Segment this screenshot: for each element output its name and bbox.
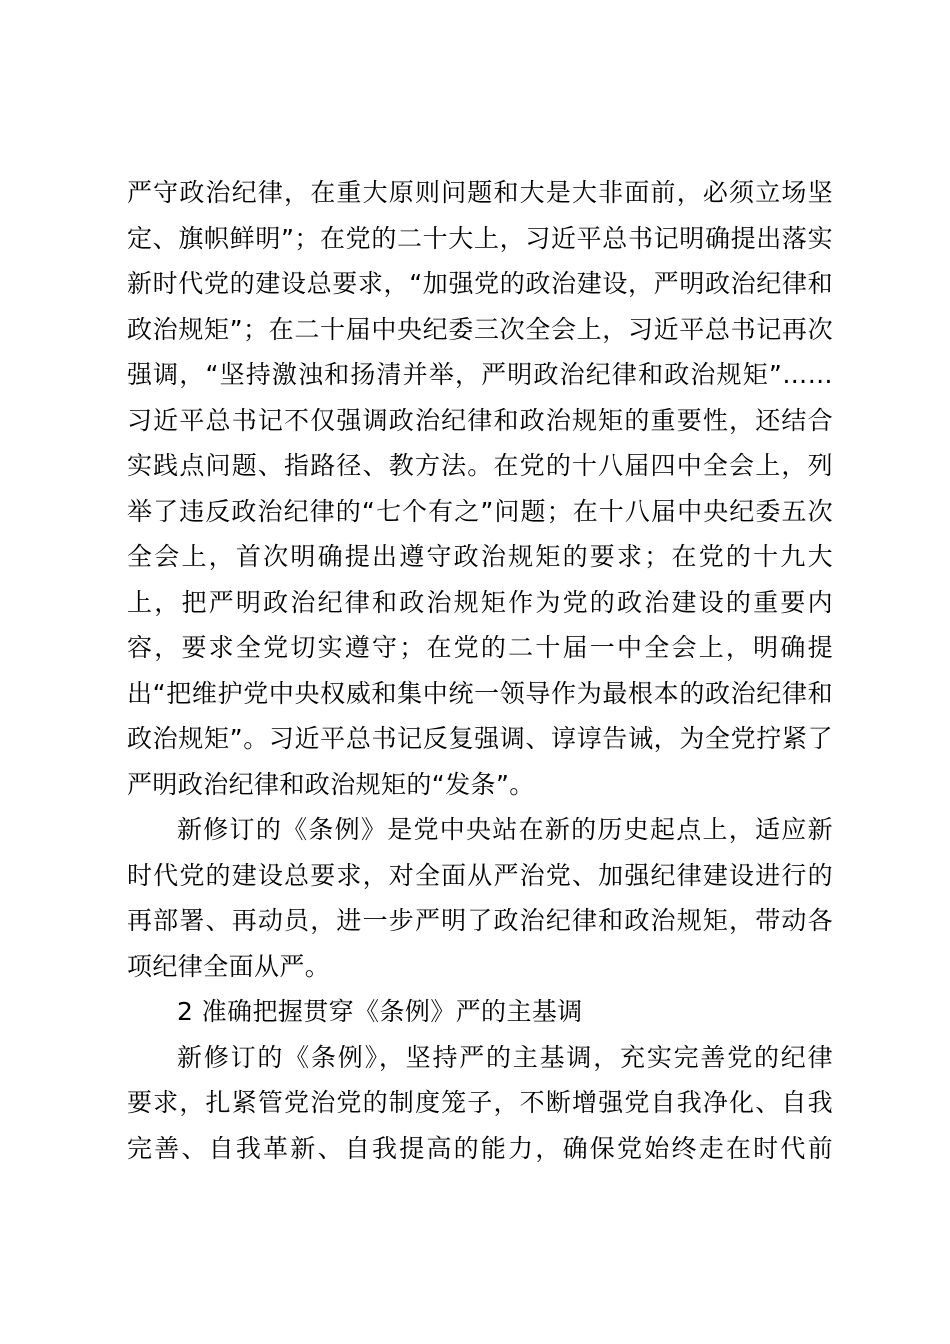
text-line: 再部署、再动员，进一步严明了政治纪律和政治规矩，带动各 (127, 906, 833, 935)
body-text (127, 170, 833, 1171)
text-line: 严明政治纪律和政治规矩的“发条”。 (127, 769, 535, 799)
text-line: 政治规矩”；在二十届中央纪委三次全会上，习近平总书记再次 (127, 314, 833, 344)
text-line: 容，要求全党切实遵守；在党的二十届一中全会上，明确提 (127, 633, 833, 662)
text-line: 项纪律全面从严。 (127, 951, 331, 981)
text-line: 出“把维护党中央权威和集中统一领导作为最根本的政治纪律和 (127, 678, 833, 708)
text-line: 新修订的《条例》，坚持严的主基调，充实完善党的纪律 (177, 1042, 833, 1072)
text-line: 新修订的《条例》是党中央站在新的历史起点上，适应新 (177, 815, 833, 844)
text-line: 全会上，首次明确提出遵守政治规矩的要求；在党的十九大 (127, 542, 833, 571)
text-line: 完善、自我革新、自我提高的能力，确保党始终走在时代前 (127, 1133, 833, 1163)
text-line: 新时代党的建设总要求，“加强党的政治建设，严明政治纪律和 (127, 269, 833, 298)
text-line: 上，把严明政治纪律和政治规矩作为党的政治建设的重要内 (127, 587, 833, 617)
text-line: 定、旗帜鲜明”；在党的二十大上，习近平总书记明确提出落实 (127, 223, 833, 253)
section-heading: 2 准确把握贯穿《条例》严的主基调 (177, 997, 583, 1026)
text-line: 严守政治纪律，在重大原则问题和大是大非面前，必须立场坚 (127, 178, 833, 207)
text-line: 强调，“坚持激浊和扬清并举，严明政治纪律和政治规矩”…… (127, 360, 833, 389)
text-line: 举了违反政治纪律的“七个有之”问题；在十八届中央纪委五次 (127, 496, 833, 526)
text-line: 实践点问题、指路径、教方法。在党的十八届四中全会上，列 (127, 451, 833, 480)
text-line: 习近平总书记不仅强调政治纪律和政治规矩的重要性，还结合 (127, 405, 833, 435)
text-line: 政治规矩”。习近平总书记反复强调、谆谆告诫，为全党拧紧了 (127, 724, 833, 753)
text-line: 要求，扎紧管党治党的制度笼子，不断增强党自我净化、自我 (127, 1088, 833, 1117)
text-line: 时代党的建设总要求，对全面从严治党、加强纪律建设进行的 (127, 860, 833, 890)
